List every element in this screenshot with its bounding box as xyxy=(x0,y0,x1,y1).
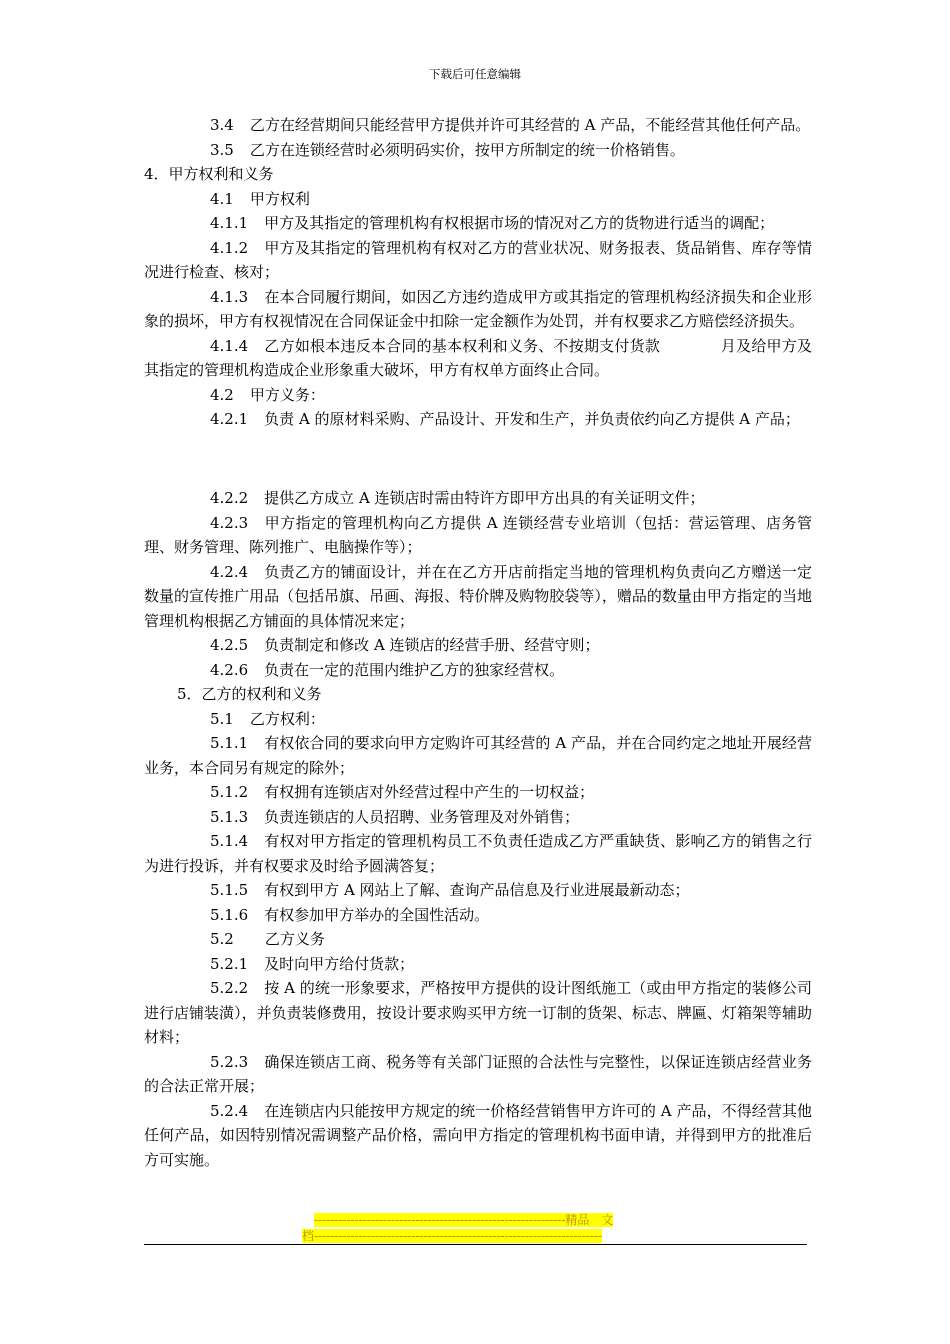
clause-number: 5.2.1 xyxy=(210,954,249,973)
section-heading: 4．甲方权利和义务 xyxy=(144,165,274,183)
clause-paragraph xyxy=(144,560,812,634)
clause-text: 确保连锁店工商、税务等有关部门证照的合法性与完整性，以保证连锁店经营业务的合法正常开展； xyxy=(144,1052,812,1095)
clause-paragraph xyxy=(144,285,812,334)
clause-paragraph xyxy=(144,334,812,383)
clause-paragraph xyxy=(144,658,812,683)
clause-paragraph xyxy=(144,707,812,732)
clause-paragraph xyxy=(144,486,812,511)
clause-text: 甲方义务： xyxy=(249,385,325,404)
clause-text: 负责连锁店的人员招聘、业务管理及对外销售； xyxy=(264,807,580,826)
clause-number: 3.5 xyxy=(210,140,234,159)
footer-line-1: --------------------------------------------------------------精品 文 xyxy=(314,1213,614,1227)
clause-text: 乙方权利： xyxy=(249,709,325,728)
clause-number: 4.2.6 xyxy=(210,660,249,679)
document-body xyxy=(144,113,812,1172)
footer-divider xyxy=(144,1244,807,1245)
clause-number: 5.1.1 xyxy=(210,734,249,752)
clause-number: 4.2.5 xyxy=(210,636,249,654)
clause-paragraph xyxy=(144,952,812,977)
clause-text: 乙方如根本违反本合同的基本权利和义务、不按期支付货款 月及给甲方及其指定的管理机构造成企业形象重大破坏，甲方有权单方面终止合同。 xyxy=(144,336,812,379)
clause-number: 5.1.5 xyxy=(210,881,249,899)
clause-number: 4.2.4 xyxy=(210,562,249,581)
clause-text: 有权对甲方指定的管理机构员工不负责任造成乙方严重缺货、影响乙方的销售之行为进行投诉，并有权要求及时给予圆满答复； xyxy=(144,832,812,875)
clause-paragraph xyxy=(144,187,812,212)
clause-number: 5.1 xyxy=(210,709,234,728)
clause-text: 甲方及其指定的管理机构有权对乙方的营业状况、财务报表、货品销售、库存等情况进行检查、核对； xyxy=(144,238,812,281)
clause-number: 4.1.3 xyxy=(210,287,249,306)
clause-paragraph xyxy=(144,1050,812,1099)
clause-number: 5.1.2 xyxy=(210,783,249,801)
clause-paragraph xyxy=(144,731,812,780)
clause-text: 有权参加甲方举办的全国性活动。 xyxy=(264,905,490,924)
clause-paragraph xyxy=(144,511,812,560)
clause-paragraph xyxy=(144,1099,812,1173)
clause-text: 按 A 的统一形象要求，严格按甲方提供的设计图纸施工（或由甲方指定的装修公司进行店铺装潢），并负责装修费用，按设计要求购买甲方统一订制的货架、标志、牌匾、灯箱架等辅助材料； xyxy=(144,979,812,1046)
clause-paragraph xyxy=(144,236,812,285)
clause-paragraph xyxy=(144,138,812,163)
clause-paragraph xyxy=(144,383,812,408)
clause-number: 4.1 xyxy=(210,189,234,208)
clause-text: 在连锁店内只能按甲方规定的统一价格经营销售甲方许可的 A 产品，不得经营其他任何产品，如因特别情况需调整产品价格，需向甲方指定的管理机构书面申请，并得到甲方的批准后方可实施。 xyxy=(144,1101,812,1169)
clause-paragraph xyxy=(144,633,812,658)
clause-number: 5.2.3 xyxy=(210,1052,249,1071)
clause-paragraph xyxy=(144,976,812,1050)
clause-text: 甲方及其指定的管理机构有权根据市场的情况对乙方的货物进行适当的调配； xyxy=(264,214,775,232)
section-heading: 5．乙方的权利和义务 xyxy=(177,685,322,703)
clause-paragraph xyxy=(144,927,812,952)
clause-text: 有权到甲方 A 网站上了解、查询产品信息及行业进展最新动态； xyxy=(264,881,690,899)
clause-paragraph xyxy=(144,805,812,830)
clause-number: 4.2.2 xyxy=(210,489,249,507)
footer-watermark xyxy=(302,1212,649,1244)
clause-number: 5.2 xyxy=(210,930,234,948)
clause-text: 负责制定和修改 A 连锁店的经营手册、经营守则； xyxy=(264,636,600,654)
clause-text: 有权拥有连锁店对外经营过程中产生的一切权益； xyxy=(264,783,595,801)
clause-number: 4.2.3 xyxy=(210,513,249,532)
clause-number: 5.2.2 xyxy=(210,979,249,997)
clause-paragraph xyxy=(144,780,812,805)
footer-line-2: 档----------------------------------------------------------------------- xyxy=(302,1229,602,1243)
clause-number: 5.1.3 xyxy=(210,807,249,826)
clause-number: 4.1.2 xyxy=(210,238,249,257)
clause-text: 甲方权利 xyxy=(249,189,310,208)
clause-text: 在本合同履行期间，如因乙方违约造成甲方或其指定的管理机构经济损失和企业形象的损坏，甲方有权视情况在合同保证金中扣除一定金额作为处罚，并有权要求乙方赔偿经济损失。 xyxy=(144,287,812,330)
clause-number: 5.1.4 xyxy=(210,832,249,850)
clause-number: 4.1.1 xyxy=(210,214,249,232)
clause-text: 负责在一定的范围内维护乙方的独家经营权。 xyxy=(264,660,565,679)
clause-number: 4.1.4 xyxy=(210,336,249,355)
clause-paragraph xyxy=(144,829,812,878)
clause-paragraph xyxy=(144,903,812,928)
clause-number: 5.1.6 xyxy=(210,905,249,924)
clause-text: 及时向甲方给付货款； xyxy=(264,954,415,973)
clause-text: 乙方在连锁经营时必须明码实价，按甲方所制定的统一价格销售。 xyxy=(249,140,685,159)
clause-text: 负责 A 的原材料采购、产品设计、开发和生产，并负责依约向乙方提供 A 产品； xyxy=(264,410,800,428)
clause-text: 乙方义务 xyxy=(249,930,325,948)
clause-text: 有权依合同的要求向甲方定购许可其经营的 A 产品，并在合同约定之地址开展经营业务，本合同另有规定的除外； xyxy=(144,734,812,777)
clause-paragraph xyxy=(144,878,812,903)
clause-number: 4.2 xyxy=(210,385,234,404)
clause-number: 5.2.4 xyxy=(210,1101,249,1120)
page-header: 下载后可任意编辑 xyxy=(429,67,521,81)
clause-text: 甲方指定的管理机构向乙方提供 A 连锁经营专业培训（包括：营运管理、店务管理、财务管理、陈列推广、电脑操作等）； xyxy=(144,513,812,556)
clause-paragraph xyxy=(144,407,812,432)
clause-paragraph xyxy=(144,113,812,138)
clause-paragraph xyxy=(144,211,812,236)
clause-number: 4.2.1 xyxy=(210,410,249,428)
clause-text: 负责乙方的铺面设计，并在在乙方开店前指定当地的管理机构负责向乙方赠送一定数量的宣传推广用品（包括吊旗、吊画、海报、特价牌及购物胶袋等），赠品的数量由甲方指定的当地管理机构根据乙方铺面的具体情况来定； xyxy=(144,562,812,630)
clause-number: 3.4 xyxy=(210,116,234,134)
clause-text: 提供乙方成立 A 连锁店时需由特许方即甲方出具的有关证明文件； xyxy=(264,489,705,507)
blank-line xyxy=(144,447,812,472)
clause-text: 乙方在经营期间只能经营甲方提供并许可其经营的 A 产品，不能经营其他任何产品。 xyxy=(249,116,811,134)
